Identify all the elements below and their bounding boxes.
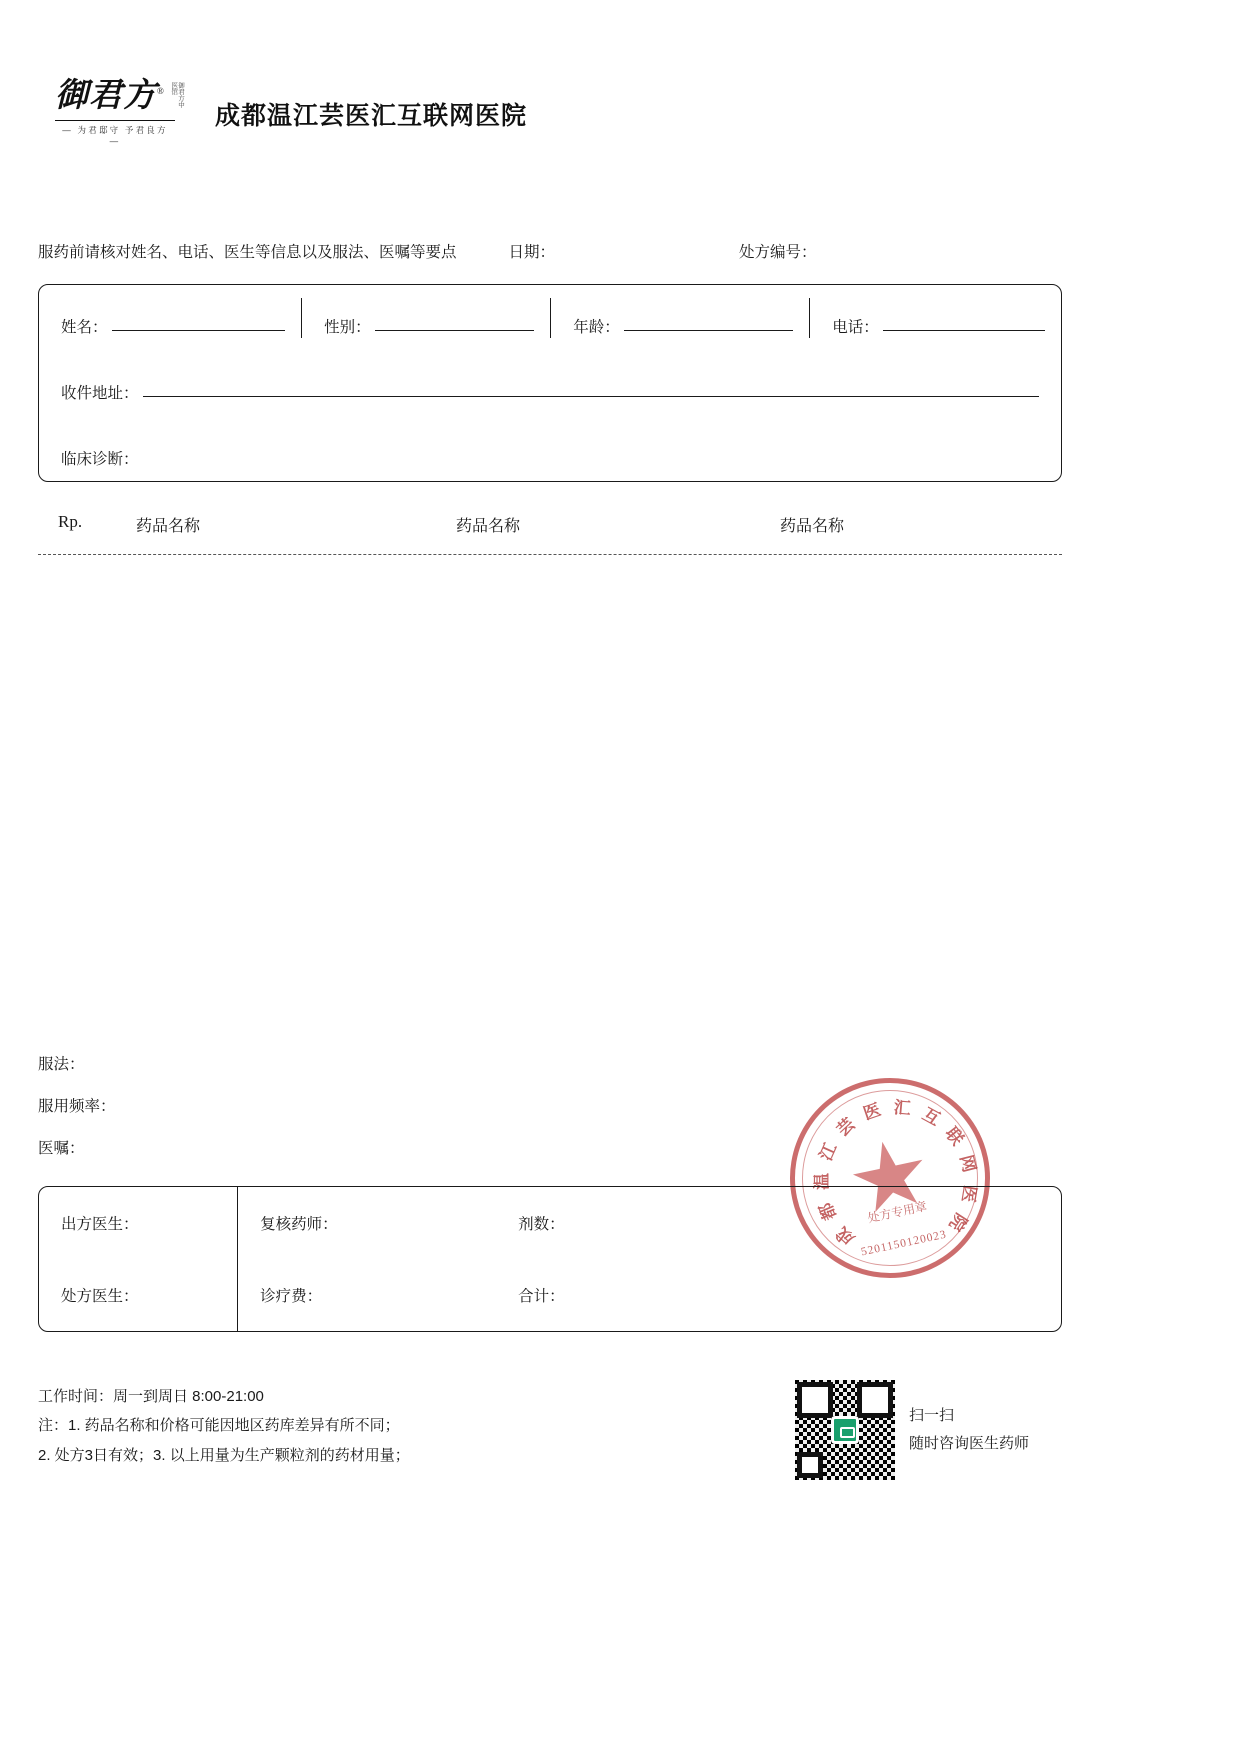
seal-char: 网 <box>956 1153 979 1175</box>
logo-tagline: — 为君邸守 予君良方 — <box>62 125 168 147</box>
usage-method-label: 服法： <box>38 1056 85 1073</box>
logo-vertical-text: 御君方中医馆 <box>170 82 184 108</box>
patient-info-box <box>38 284 1062 482</box>
prescriber-field[interactable] <box>39 1259 237 1331</box>
patient-phone-input-line[interactable] <box>883 330 1045 331</box>
wechat-icon <box>831 1416 859 1444</box>
patient-row-basic <box>39 285 1061 351</box>
footer-notes <box>38 1382 410 1470</box>
patient-row-address <box>39 351 1061 417</box>
patient-row-diagnosis <box>39 417 1061 483</box>
seal-char: 医 <box>860 1100 884 1124</box>
date-label: 日期： <box>508 244 556 261</box>
patient-age-field[interactable] <box>551 285 809 351</box>
seal-char: 汇 <box>892 1097 912 1119</box>
patient-sex-input-line[interactable] <box>375 330 534 331</box>
document-header <box>55 78 527 150</box>
total-amount-label: 合计： <box>518 1288 565 1305</box>
dose-count-field[interactable] <box>496 1187 1061 1259</box>
prescription-number-label: 处方编号： <box>739 244 817 261</box>
signature-box <box>38 1183 1062 1332</box>
dose-count-label: 剂数： <box>518 1216 565 1233</box>
issuing-doctor-field[interactable] <box>39 1187 237 1259</box>
patient-name-field[interactable] <box>39 285 301 351</box>
signature-row-2 <box>39 1259 1061 1331</box>
clinical-diagnosis-label: 临床诊断： <box>61 451 139 468</box>
patient-sex-field[interactable] <box>302 285 550 351</box>
seal-char: 成 <box>832 1223 859 1249</box>
patient-sex-label: 性别： <box>324 319 371 336</box>
patient-age-label: 年龄： <box>573 319 620 336</box>
patient-address-input-line[interactable] <box>143 396 1039 397</box>
usage-frequency-label: 服用频率： <box>38 1098 116 1115</box>
logo-divider <box>55 120 175 121</box>
treatment-fee-field[interactable] <box>238 1259 496 1331</box>
seal-bottom-text: 5201150120023 <box>859 1228 948 1259</box>
patient-name-input-line[interactable] <box>112 330 285 331</box>
seal-char: 芸 <box>833 1114 859 1140</box>
logo-text: 御君方 <box>55 78 157 114</box>
page-title: 成都温江芸医汇互联网医院 <box>215 102 528 131</box>
qr-caption <box>909 1402 1029 1459</box>
patient-phone-label: 电话： <box>832 319 879 336</box>
qr-code-icon[interactable] <box>795 1380 895 1480</box>
usage-advice-label: 医嘱： <box>38 1140 85 1157</box>
footer-note-1: 注：1. 药品名称和价格可能因地区药库差异有所不同； <box>38 1417 400 1435</box>
seal-char: 联 <box>941 1123 968 1149</box>
footer-note-2: 2. 处方3日有效；3. 以上用量为生产颗粒剂的药材用量； <box>38 1446 410 1464</box>
qr-scan-label: 扫一扫 <box>909 1406 955 1424</box>
patient-address-label: 收件地址： <box>61 385 139 402</box>
patient-phone-field[interactable] <box>810 285 1061 351</box>
logo-wordmark <box>55 78 185 114</box>
usage-instructions <box>38 1052 116 1178</box>
registered-trademark-icon: ® <box>157 86 165 96</box>
patient-name-label: 姓名： <box>61 319 108 336</box>
top-info-row <box>38 240 1062 262</box>
patient-address-field[interactable] <box>39 351 1061 417</box>
clinical-diagnosis-field[interactable] <box>39 417 1061 483</box>
issuing-doctor-label: 出方医生： <box>61 1216 139 1233</box>
column-header-drug-3: 药品名称 <box>780 518 845 535</box>
qr-scan-sub-label: 随时咨询医生药师 <box>909 1435 1030 1452</box>
reviewing-pharmacist-label: 复核药师： <box>260 1216 338 1233</box>
seal-char: 院 <box>945 1209 971 1235</box>
rp-label: Rp. <box>58 512 83 531</box>
patient-age-input-line[interactable] <box>624 330 793 331</box>
working-hours-text: 工作时间：周一到周日 8:00-21:00 <box>38 1388 264 1405</box>
prescriber-label: 处方医生： <box>61 1288 139 1305</box>
seal-sub-text: 处方专用章 <box>866 1199 929 1226</box>
signature-row-1 <box>39 1187 1061 1259</box>
total-amount-field[interactable] <box>496 1259 1061 1331</box>
brand-logo <box>55 78 185 150</box>
treatment-fee-label: 诊疗费： <box>260 1288 323 1305</box>
seal-char: 互 <box>919 1104 944 1130</box>
dashed-divider <box>38 554 1062 555</box>
seal-char: 都 <box>815 1199 841 1223</box>
seal-char: 江 <box>816 1140 841 1164</box>
seal-char: 医 <box>958 1183 980 1204</box>
column-header-drug-2: 药品名称 <box>456 518 521 535</box>
column-header-drug-1: 药品名称 <box>136 518 201 535</box>
reviewing-pharmacist-field[interactable] <box>238 1187 496 1259</box>
verify-notice: 服药前请核对姓名、电话、医生等信息以及服法、医嘱等要点 <box>38 244 457 261</box>
seal-char: 温 <box>812 1172 832 1191</box>
qr-section <box>795 1380 1029 1480</box>
